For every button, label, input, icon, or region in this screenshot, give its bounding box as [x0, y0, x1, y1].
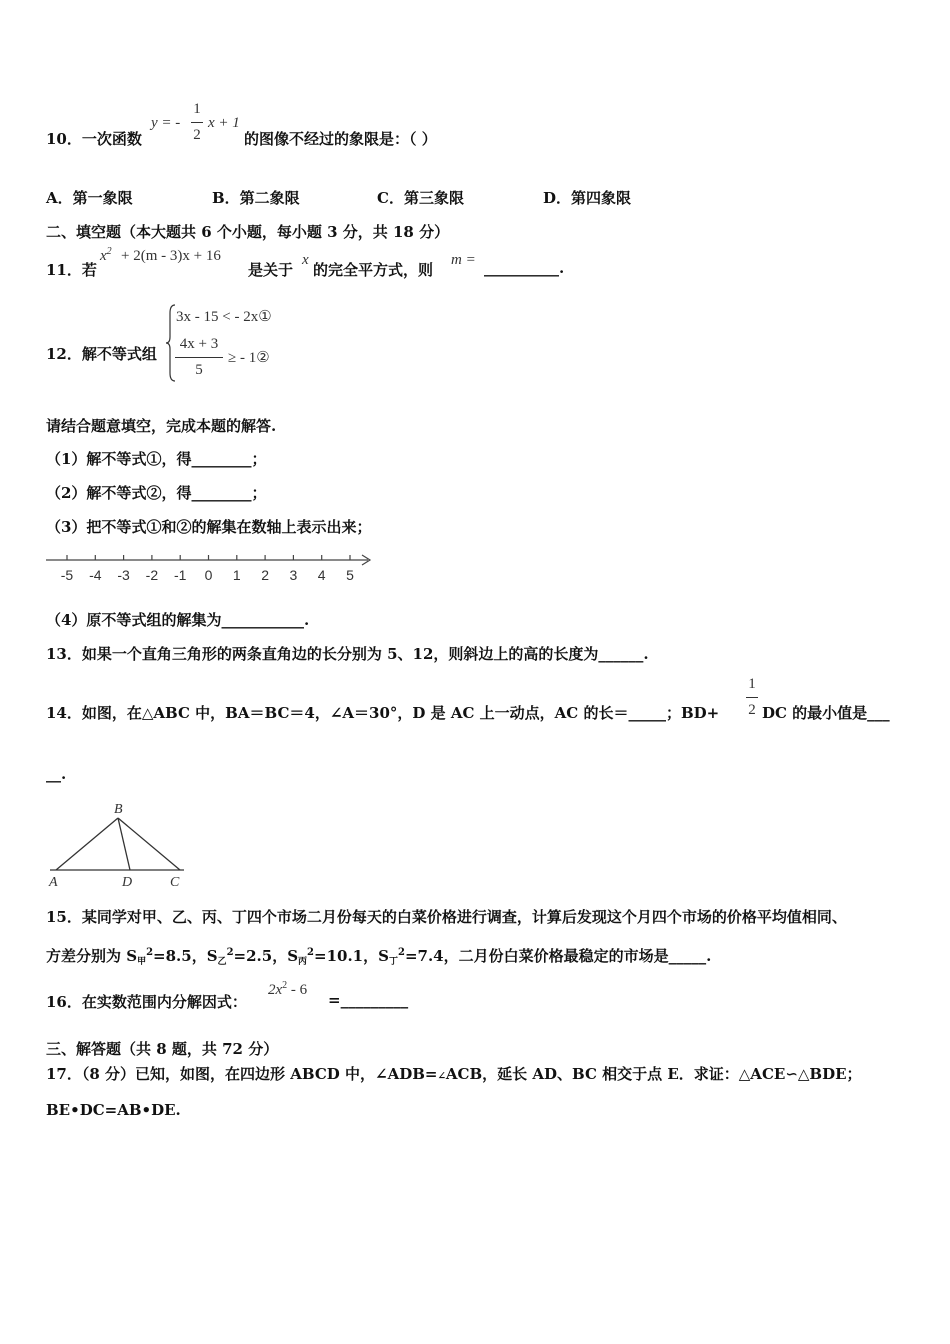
- q11-m: m =: [451, 252, 476, 268]
- q11-number: 11．若: [46, 261, 97, 279]
- q14-text-2: DC 的最小值是___: [762, 704, 890, 722]
- axis-tick-label: -3: [117, 567, 130, 583]
- side-ab: [56, 818, 118, 870]
- q12-ineq2-rest: ≥ - 1②: [228, 350, 270, 366]
- q11-x2: $x^2$: [100, 246, 112, 264]
- label-a: A: [49, 875, 58, 890]
- q16-number: 16．在实数范围内分解因式：: [46, 993, 247, 1011]
- section-2-heading: 二、填空题（本大题共 6 个小题，每小题 3 分，共 18 分）: [46, 223, 450, 241]
- q11-tail: 的完全平方式，则: [313, 261, 434, 279]
- q14-text-1: 14．如图，在△ABC 中，BA＝BC＝4，∠A＝30°，D 是 AC 上一动点，AC 的长＝_____；BD+: [46, 704, 720, 722]
- q14-frac-num: 1: [748, 676, 756, 692]
- q10-option-b: B．第二象限: [212, 189, 300, 207]
- q11-blank: __________.: [484, 259, 565, 277]
- axis-tick-label: 0: [204, 567, 213, 583]
- q11-mid: 是关于: [248, 261, 294, 279]
- q10-option-a: A．第一象限: [46, 189, 133, 207]
- q12-step3: （3）把不等式①和②的解集在数轴上表示出来；: [46, 518, 372, 536]
- label-b: B: [114, 802, 123, 817]
- q12-intro: 请结合题意填空，完成本题的解答.: [46, 417, 277, 435]
- q10-tail: 的图像不经过的象限是：（ ）: [244, 130, 437, 148]
- q11-var: x: [302, 252, 309, 268]
- q12-ineq1: 3x - 15 < - 2x①: [176, 309, 272, 325]
- q12-ineq2-den: 5: [195, 362, 203, 378]
- label-c: C: [170, 875, 180, 890]
- q13-text: 13．如果一个直角三角形的两条直角边的长分别为 5、12，则斜边上的高的长度为______.: [46, 645, 649, 663]
- q12-ineq2-num: 4x + 3: [179, 336, 219, 352]
- q10-frac-den: 2: [193, 127, 201, 143]
- q16-blank: =_________: [328, 991, 409, 1009]
- axis-tick-label: -2: [145, 567, 159, 583]
- q15-line-1: 15．某同学对甲、乙、丙、丁四个市场二月份每天的白菜价格进行调查，计算后发现这个月四个市场的价格平均值相同、: [46, 908, 847, 926]
- q12-step2: （2）解不等式②，得________；: [46, 484, 267, 502]
- q17-line-1: 17．（8 分）已知，如图，在四边形 ABCD 中，∠ADB=∠ACB，延长 AD、BC 相交于点 E．求证：△ACE∽△BDE；: [46, 1065, 862, 1083]
- q14-frac-den: 2: [748, 702, 756, 718]
- triangle-figure: [44, 798, 188, 890]
- q12-number: 12．解不等式组: [46, 345, 157, 363]
- axis-tick-label: 4: [317, 567, 326, 583]
- q14-frac-bar: [746, 697, 758, 698]
- section-3-heading: 三、解答题（共 8 题，共 72 分）: [46, 1040, 279, 1058]
- number-axis: [44, 550, 376, 586]
- q10-option-d: D．第四象限: [543, 189, 632, 207]
- q15-line-2: 方差分别为 $S_甲^2=8.5$，$S_乙^2=2.5$，$S_丙^2=10.1$，$S_丁^2=7.4$，二月份白菜价格最稳定的市场是_____.: [46, 947, 712, 967]
- q12-step4: （4）原不等式组的解集为___________.: [46, 611, 310, 629]
- axis-tick-label: 2: [261, 567, 269, 583]
- q16-expr: $2x^2 - 6$: [268, 980, 308, 998]
- q10-frac-bar: [191, 122, 203, 123]
- q10-frac-num: 1: [193, 101, 201, 117]
- axis-tick-label: -4: [89, 567, 102, 583]
- axis-tick-label: -1: [173, 567, 187, 583]
- q12-step1: （1）解不等式①，得________；: [46, 450, 267, 468]
- q10-number: 10．一次函数: [46, 130, 142, 148]
- side-bc: [118, 818, 180, 870]
- q10-formula-rest: x + 1: [208, 115, 240, 131]
- q17-line-2: BE•DC=AB•DE.: [46, 1101, 181, 1119]
- axis-tick-label: 1: [232, 567, 241, 583]
- q12-ineq2-bar: [175, 357, 223, 358]
- q10-formula-y: y = -: [151, 115, 181, 131]
- axis-tick-label: 3: [289, 567, 298, 583]
- q11-expr: + 2(m - 3)x + 16: [121, 248, 221, 264]
- q14-continuation: __.: [46, 765, 67, 783]
- label-d: D: [122, 875, 133, 890]
- q10-option-c: C．第三象限: [377, 189, 464, 207]
- axis-tick-label: 5: [346, 567, 354, 583]
- axis-tick-label: -5: [60, 567, 74, 583]
